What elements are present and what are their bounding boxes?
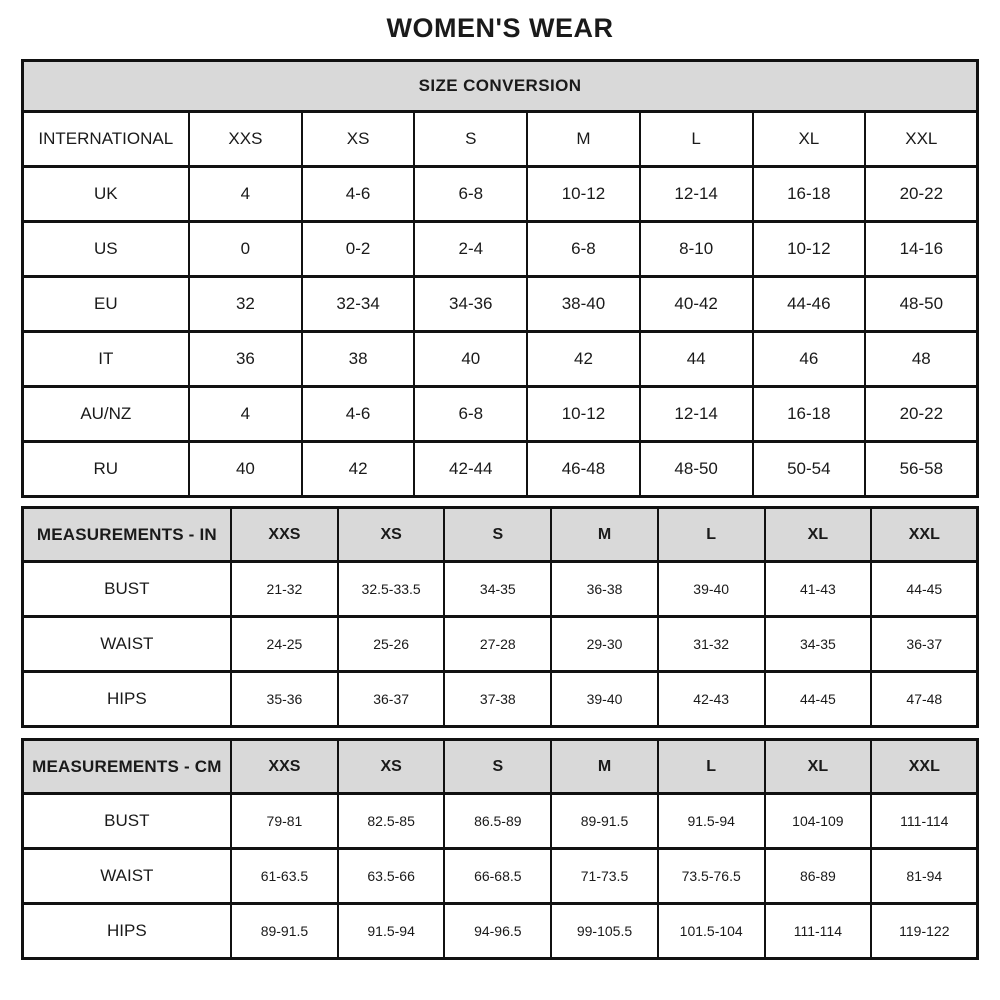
size-cell: 50-54 [753, 442, 866, 497]
row-label-ru: RU [22, 442, 189, 497]
size-cell: 4 [189, 387, 302, 442]
measurement-cell: 34-35 [765, 617, 872, 672]
measurement-cell: 44-45 [871, 562, 978, 617]
table-row-uk [22, 167, 978, 222]
size-cell: 10-12 [527, 167, 640, 222]
column-header-l: L [640, 112, 753, 167]
column-header-xs: XS [338, 508, 445, 562]
measurement-cell: 82.5-85 [338, 794, 445, 849]
size-cell: 4-6 [302, 387, 415, 442]
row-label-bust: BUST [22, 562, 231, 617]
size-cell: 40 [414, 332, 527, 387]
table-row-bust-in [22, 562, 978, 617]
size-cell: 12-14 [640, 167, 753, 222]
size-cell: 10-12 [527, 387, 640, 442]
size-cell: 48-50 [865, 277, 978, 332]
measurements-in-table [21, 506, 980, 728]
row-label-uk: UK [22, 167, 189, 222]
column-header-m: M [551, 508, 658, 562]
column-header-xl: XL [765, 508, 872, 562]
measurement-cell: 94-96.5 [444, 904, 551, 959]
measurement-cell: 35-36 [231, 672, 338, 727]
measurement-cell: 89-91.5 [551, 794, 658, 849]
column-header-m: M [527, 112, 640, 167]
column-header-xs: XS [302, 112, 415, 167]
size-conversion-banner-row [22, 61, 978, 112]
size-cell: 10-12 [753, 222, 866, 277]
measurement-cell: 27-28 [444, 617, 551, 672]
column-header-l: L [658, 508, 765, 562]
size-cell: 46-48 [527, 442, 640, 497]
measurement-cell: 71-73.5 [551, 849, 658, 904]
size-cell: 56-58 [865, 442, 978, 497]
measurement-cell: 25-26 [338, 617, 445, 672]
size-cell: 16-18 [753, 167, 866, 222]
row-label-aunz: AU/NZ [22, 387, 189, 442]
column-header-xxs: XXS [189, 112, 302, 167]
size-cell: 42 [527, 332, 640, 387]
table-row-waist-cm [22, 849, 978, 904]
table-row-waist-in [22, 617, 978, 672]
size-cell: 4 [189, 167, 302, 222]
measurement-cell: 42-43 [658, 672, 765, 727]
size-cell: 48-50 [640, 442, 753, 497]
measurement-cell: 99-105.5 [551, 904, 658, 959]
size-cell: 44-46 [753, 277, 866, 332]
size-cell: 20-22 [865, 387, 978, 442]
column-header-m: M [551, 740, 658, 794]
measurement-cell: 36-38 [551, 562, 658, 617]
column-header-s: S [414, 112, 527, 167]
column-header-international: INTERNATIONAL [22, 112, 189, 167]
column-header-s: S [444, 740, 551, 794]
row-label-eu: EU [22, 277, 189, 332]
size-cell: 6-8 [414, 167, 527, 222]
column-header-xl: XL [765, 740, 872, 794]
measurement-cell: 63.5-66 [338, 849, 445, 904]
size-cell: 38 [302, 332, 415, 387]
measurement-cell: 39-40 [658, 562, 765, 617]
size-cell: 34-36 [414, 277, 527, 332]
measurement-cell: 101.5-104 [658, 904, 765, 959]
measurement-cell: 119-122 [871, 904, 978, 959]
size-cell: 46 [753, 332, 866, 387]
measurements-cm-header: MEASUREMENTS - CM [22, 740, 231, 794]
measurement-cell: 29-30 [551, 617, 658, 672]
size-cell: 44 [640, 332, 753, 387]
measurement-cell: 66-68.5 [444, 849, 551, 904]
size-cell: 0 [189, 222, 302, 277]
size-cell: 2-4 [414, 222, 527, 277]
row-label-hips: HIPS [22, 904, 231, 959]
measurements-cm-header-row [22, 740, 978, 794]
measurement-cell: 86-89 [765, 849, 872, 904]
measurements-cm-table [21, 738, 980, 960]
column-header-l: L [658, 740, 765, 794]
table-row-us [22, 222, 978, 277]
measurement-cell: 34-35 [444, 562, 551, 617]
size-cell: 40-42 [640, 277, 753, 332]
column-header-s: S [444, 508, 551, 562]
table-row-aunz [22, 387, 978, 442]
measurement-cell: 44-45 [765, 672, 872, 727]
row-label-us: US [22, 222, 189, 277]
table-row-eu [22, 277, 978, 332]
measurement-cell: 36-37 [871, 617, 978, 672]
size-cell: 42-44 [414, 442, 527, 497]
measurement-cell: 104-109 [765, 794, 872, 849]
measurement-cell: 24-25 [231, 617, 338, 672]
size-cell: 6-8 [527, 222, 640, 277]
measurement-cell: 47-48 [871, 672, 978, 727]
size-cell: 8-10 [640, 222, 753, 277]
size-cell: 6-8 [414, 387, 527, 442]
size-cell: 48 [865, 332, 978, 387]
row-label-waist: WAIST [22, 617, 231, 672]
size-cell: 12-14 [640, 387, 753, 442]
measurement-cell: 61-63.5 [231, 849, 338, 904]
measurement-cell: 91.5-94 [658, 794, 765, 849]
size-cell: 32-34 [302, 277, 415, 332]
size-conversion-header: SIZE CONVERSION [22, 61, 978, 112]
size-cell: 16-18 [753, 387, 866, 442]
row-label-waist: WAIST [22, 849, 231, 904]
size-cell: 14-16 [865, 222, 978, 277]
column-header-xl: XL [753, 112, 866, 167]
measurement-cell: 81-94 [871, 849, 978, 904]
measurement-cell: 21-32 [231, 562, 338, 617]
measurement-cell: 111-114 [871, 794, 978, 849]
measurement-cell: 37-38 [444, 672, 551, 727]
size-cell: 38-40 [527, 277, 640, 332]
measurement-cell: 31-32 [658, 617, 765, 672]
table-row-ru [22, 442, 978, 497]
page-title: WOMEN'S WEAR [386, 13, 614, 43]
measurements-in-header-row [22, 508, 978, 562]
size-cell: 4-6 [302, 167, 415, 222]
measurement-cell: 32.5-33.5 [338, 562, 445, 617]
column-header-xxs: XXS [231, 508, 338, 562]
size-cell: 36 [189, 332, 302, 387]
size-cell: 40 [189, 442, 302, 497]
size-cell: 42 [302, 442, 415, 497]
row-label-bust: BUST [22, 794, 231, 849]
measurement-cell: 79-81 [231, 794, 338, 849]
table-row-hips-in [22, 672, 978, 727]
table-row-hips-cm [22, 904, 978, 959]
column-header-xs: XS [338, 740, 445, 794]
measurements-in-header: MEASUREMENTS - IN [22, 508, 231, 562]
row-label-it: IT [22, 332, 189, 387]
column-header-xxl: XXL [865, 112, 978, 167]
column-header-xxl: XXL [871, 508, 978, 562]
measurement-cell: 39-40 [551, 672, 658, 727]
size-cell: 0-2 [302, 222, 415, 277]
size-cell: 32 [189, 277, 302, 332]
measurement-cell: 86.5-89 [444, 794, 551, 849]
measurement-cell: 91.5-94 [338, 904, 445, 959]
size-cell: 20-22 [865, 167, 978, 222]
measurement-cell: 111-114 [765, 904, 872, 959]
column-header-xxl: XXL [871, 740, 978, 794]
size-conversion-table [21, 59, 980, 498]
size-conversion-columns-row [22, 112, 978, 167]
measurement-cell: 73.5-76.5 [658, 849, 765, 904]
row-label-hips: HIPS [22, 672, 231, 727]
table-row-bust-cm [22, 794, 978, 849]
measurement-cell: 89-91.5 [231, 904, 338, 959]
table-row-it [22, 332, 978, 387]
measurement-cell: 41-43 [765, 562, 872, 617]
measurement-cell: 36-37 [338, 672, 445, 727]
column-header-xxs: XXS [231, 740, 338, 794]
